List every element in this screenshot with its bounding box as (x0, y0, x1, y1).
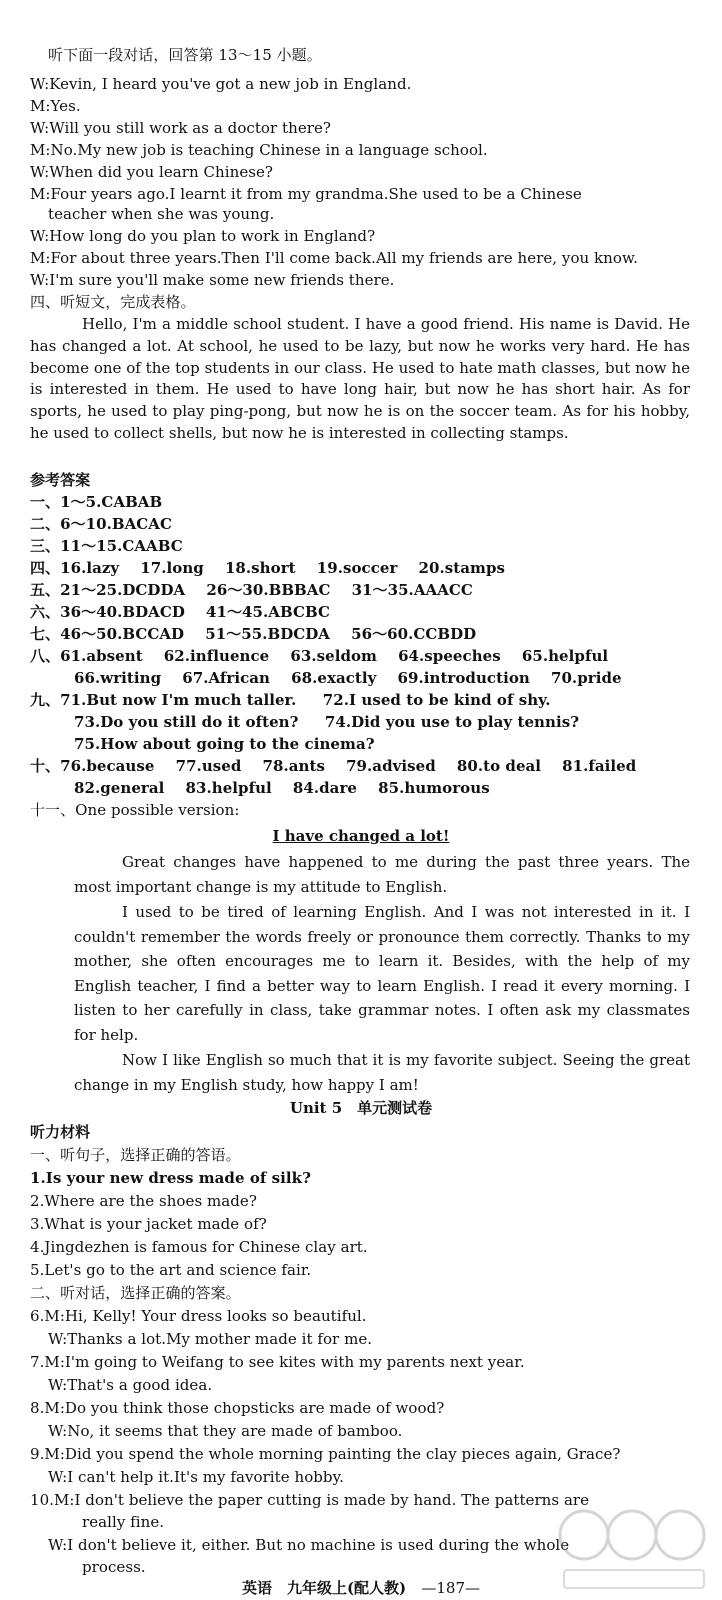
answer-item: 31～35.AAACC (351, 581, 473, 599)
question-line: process. (82, 1558, 146, 1576)
answer-item: 73.Do you still do it often? (74, 713, 299, 731)
question-line: 5.Let's go to the art and science fair. (30, 1261, 312, 1279)
dialogue-line: M:For about three years.Then I'll come back.All my friends are here, you know. (30, 249, 638, 267)
answer-row (30, 580, 473, 600)
answer-item: 十、76.because (30, 757, 155, 775)
answers-header: 参考答案 (30, 471, 91, 489)
dialogue-line: W:When did you learn Chinese? (30, 163, 274, 181)
essay-title (0, 826, 722, 846)
question-line: W:I don't believe it, either. But no machine is used during the whole (48, 1536, 570, 1554)
answer-item: 51～55.BDCDA (205, 625, 330, 643)
essay-paragraph: I used to be tired of learning English. And I was not interested in it. I couldn't remember the words freely or pronounce them correctly. Thanks to my mother, she often encourages me to learn it. Besides, with the help of my English teacher, I find a better way to learn English. I read it every morning. I listen to her carefully in class, take grammar notes. I often ask my classmates for help. (74, 903, 690, 1044)
answer-item: 85.humorous (378, 779, 490, 797)
question-line: 2.Where are the shoes made? (30, 1192, 257, 1210)
answer-item: 67.African (182, 669, 271, 687)
essay-title-text: I have changed a lot! (272, 827, 450, 845)
answer-item: 63.seldom (290, 647, 377, 665)
answer-row (74, 668, 622, 688)
listening-passage: Hello, I'm a middle school student. I have a good friend. His name is David. He has changed a lot. At school, he used to be lazy, but now he works very hard. He has become one of the top students in our class. He used to hate math classes, but now he is interested in them. He used to have long hair, but now he has short hair. As for sports, he used to play ping-pong, but now he is on the soccer team. As for his hobby, he used to collect shells, but now he is interested in collecting stamps. (30, 315, 690, 442)
question-line: 3.What is your jacket made of? (30, 1215, 267, 1233)
answer-item: 65.helpful (521, 647, 609, 665)
section-header: 一、听句子，选择正确的答语。 (30, 1146, 241, 1164)
answer-row: 二、6～10.BACAC (30, 515, 172, 533)
section-header: 二、听对话，选择正确的答案。 (30, 1284, 241, 1302)
question-line: 6.M:Hi, Kelly! Your dress looks so beautiful. (30, 1307, 367, 1325)
answer-row (30, 756, 636, 776)
answer-row (30, 602, 330, 622)
question-line (30, 1168, 311, 1188)
question-line: 7.M:I'm going to Weifang to see kites with my parents next year. (30, 1353, 525, 1371)
answer-item: 41～45.ABCBC (206, 603, 330, 621)
answer-item: 69.introduction (397, 669, 530, 687)
unit-title: Unit 5 单元测试卷 (289, 1099, 433, 1117)
essay-paragraph: Great changes have happened to me during the past three years. The most important change is my attitude to English. (74, 853, 690, 896)
answer-row (74, 778, 490, 798)
dialogue-line: W:How long do you plan to work in England? (30, 227, 376, 245)
answer-row: 十一、One possible version: (30, 801, 240, 819)
answer-item: 82.general (74, 779, 165, 797)
question-line: really fine. (82, 1513, 165, 1531)
answer-item: 九、71.But now I'm much taller. (30, 691, 297, 709)
dialogue-line: W:Will you still work as a doctor there? (30, 119, 332, 137)
question-line: W:That's a good idea. (48, 1376, 213, 1394)
answer-item: 20.stamps (418, 559, 505, 577)
dialogue-line: M:Yes. (30, 97, 81, 115)
answer-item: 80.to deal (456, 757, 542, 775)
answer-item: 八、61.absent (30, 647, 143, 665)
question-line: 8.M:Do you think those chopsticks are made of wood? (30, 1399, 445, 1417)
answer-item: 81.failed (562, 757, 637, 775)
answer-item: 70.pride (550, 669, 622, 687)
answer-item: 68.exactly (291, 669, 377, 687)
dialogue-line: M:Four years ago.I learnt it from my grandma.She used to be a Chinese (30, 185, 582, 203)
watermark-logo (554, 1500, 714, 1595)
answer-item: 78.ants (262, 757, 325, 775)
footer-label: 英语 九年级上(配人教) (241, 1579, 407, 1597)
answer-row (30, 690, 551, 710)
answer-row: 三、11～15.CAABC (30, 537, 183, 555)
question-line: 4.Jingdezhen is famous for Chinese clay art. (30, 1238, 368, 1256)
answer-item: 77.used (175, 757, 242, 775)
answer-item: 26～30.BBBAC (206, 581, 331, 599)
answer-item: 四、16.lazy (30, 559, 120, 577)
answer-item: 五、21～25.DCDDA (30, 581, 186, 599)
answer-item: 66.writing (74, 669, 162, 687)
question-line: W:Thanks a lot.My mother made it for me. (48, 1330, 373, 1348)
answer-item: 72.I used to be kind of shy. (322, 691, 551, 709)
answer-row (30, 558, 505, 578)
answer-row (74, 712, 579, 732)
question-line: 10.M:I don't believe the paper cutting is made by hand. The patterns are (30, 1491, 590, 1509)
answer-item: 17.long (140, 559, 204, 577)
dialogue-line: teacher when she was young. (48, 205, 275, 223)
section-header: 四、听短文，完成表格。 (30, 293, 196, 311)
answer-item: 74.Did you use to play tennis? (324, 713, 580, 731)
answer-item: 七、46～50.BCCAD (30, 625, 185, 643)
answer-item: 18.short (224, 559, 296, 577)
answer-row: 75.How about going to the cinema? (74, 735, 375, 753)
dialogue-line: W:I'm sure you'll make some new friends there. (30, 271, 395, 289)
answer-item: 64.speeches (398, 647, 501, 665)
answer-row: 一、1～5.CABAB (30, 493, 163, 511)
question-text: 1.Is your new dress made of silk? (30, 1169, 311, 1187)
dialogue-header: 听下面一段对话，回答第 13～15 小题。 (48, 46, 322, 64)
answer-item: 84.dare (292, 779, 357, 797)
answer-item: 19.soccer (316, 559, 398, 577)
answer-row (30, 646, 608, 666)
question-line: 9.M:Did you spend the whole morning painting the clay pieces again, Grace? (30, 1445, 621, 1463)
essay-paragraph: Now I like English so much that it is my favorite subject. Seeing the great change in my English study, how happy I am! (74, 1051, 690, 1094)
page-number: —187— (421, 1579, 481, 1597)
dialogue-line: W:Kevin, I heard you've got a new job in England. (30, 75, 412, 93)
materials-header: 听力材料 (30, 1123, 91, 1141)
answer-item: 83.helpful (185, 779, 272, 797)
answer-item: 62.influence (163, 647, 270, 665)
answer-item: 56～60.CCBDD (351, 625, 477, 643)
answer-item: 六、36～40.BDACD (30, 603, 185, 621)
dialogue-line: M:No.My new job is teaching Chinese in a language school. (30, 141, 488, 159)
answer-row (30, 624, 476, 644)
answer-item: 79.advised (346, 757, 436, 775)
question-line: W:No, it seems that they are made of bamboo. (48, 1422, 403, 1440)
question-line: W:I can't help it.It's my favorite hobby. (48, 1468, 344, 1486)
